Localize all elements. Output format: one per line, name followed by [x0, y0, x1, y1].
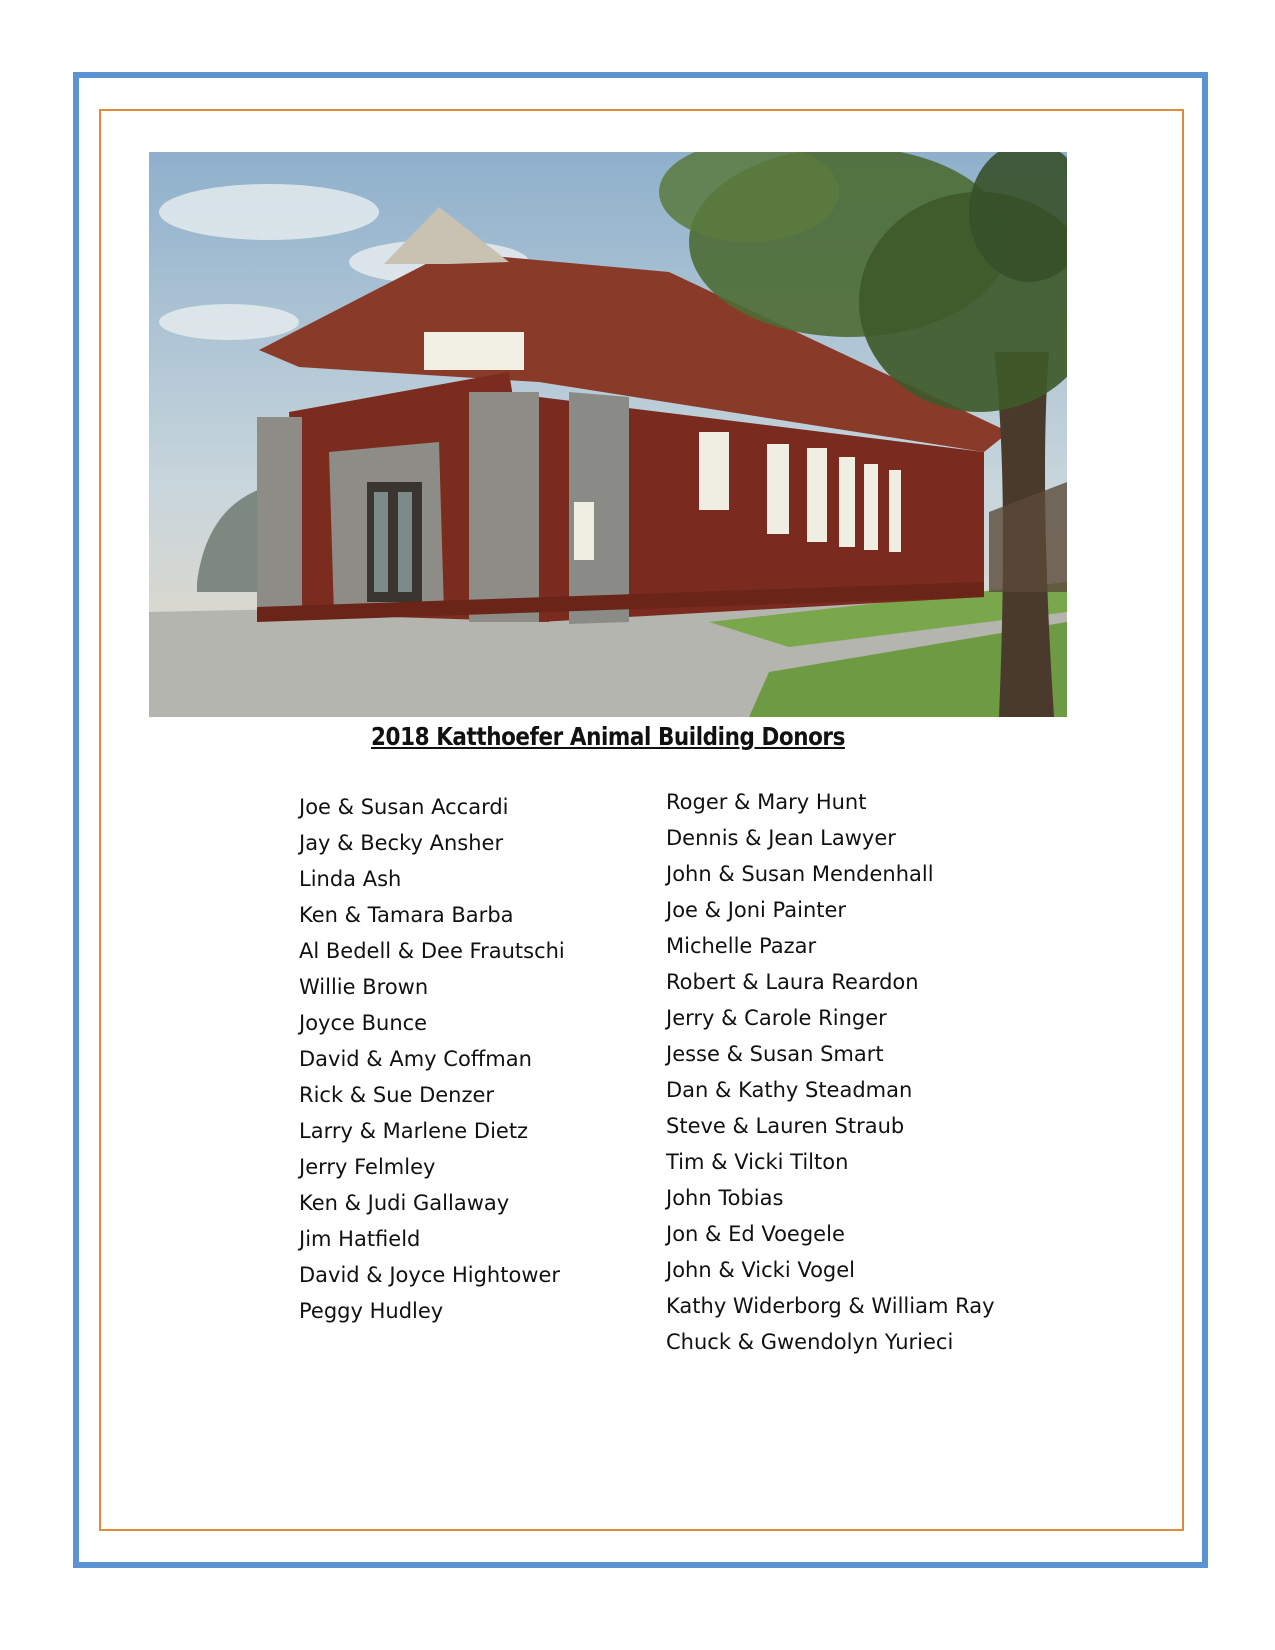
donor-name: Joyce Bunce [299, 1011, 428, 1035]
donor-name: Peggy Hudley [299, 1299, 444, 1323]
donor-name: John Tobias [666, 1186, 784, 1210]
donor-name: John & Susan Mendenhall [666, 862, 934, 886]
donor-name: Kathy Widerborg & William Ray [666, 1294, 995, 1318]
donor-name: David & Joyce Hightower [299, 1263, 561, 1287]
donor-name: Michelle Pazar [666, 934, 817, 958]
donor-list-left [299, 789, 565, 1329]
donor-name: Ken & Tamara Barba [299, 903, 514, 927]
donor-name: Dennis & Jean Lawyer [666, 826, 896, 850]
donor-name: Linda Ash [299, 867, 402, 891]
donor-name: Chuck & Gwendolyn Yurieci [666, 1330, 954, 1354]
donor-name: Rick & Sue Denzer [299, 1083, 495, 1107]
donor-name: Dan & Kathy Steadman [666, 1078, 913, 1102]
donor-name: Jesse & Susan Smart [666, 1042, 884, 1066]
page-title: 2018 Katthoefer Animal Building Donors [371, 722, 845, 751]
donor-name: Jon & Ed Voegele [666, 1222, 845, 1246]
donor-name: John & Vicki Vogel [666, 1258, 856, 1282]
donor-name: Roger & Mary Hunt [666, 790, 867, 814]
donor-name: Tim & Vicki Tilton [666, 1150, 849, 1174]
donor-name: Steve & Lauren Straub [666, 1114, 905, 1138]
donor-name: Jim Hatfield [299, 1227, 421, 1251]
donor-name: Joe & Joni Painter [666, 898, 847, 922]
donor-name: Willie Brown [299, 975, 429, 999]
donor-name: Jerry Felmley [299, 1155, 436, 1179]
donor-name: Ken & Judi Gallaway [299, 1191, 510, 1215]
donor-name: Jay & Becky Ansher [299, 831, 504, 855]
donor-name: Jerry & Carole Ringer [666, 1006, 887, 1030]
building-postcard-image [149, 152, 1067, 717]
donor-name: Larry & Marlene Dietz [299, 1119, 529, 1143]
donor-name: David & Amy Coffman [299, 1047, 532, 1071]
donor-name: Robert & Laura Reardon [666, 970, 919, 994]
donor-name: Al Bedell & Dee Frautschi [299, 939, 565, 963]
donor-name: Joe & Susan Accardi [299, 795, 509, 819]
donor-list-right [666, 784, 995, 1360]
